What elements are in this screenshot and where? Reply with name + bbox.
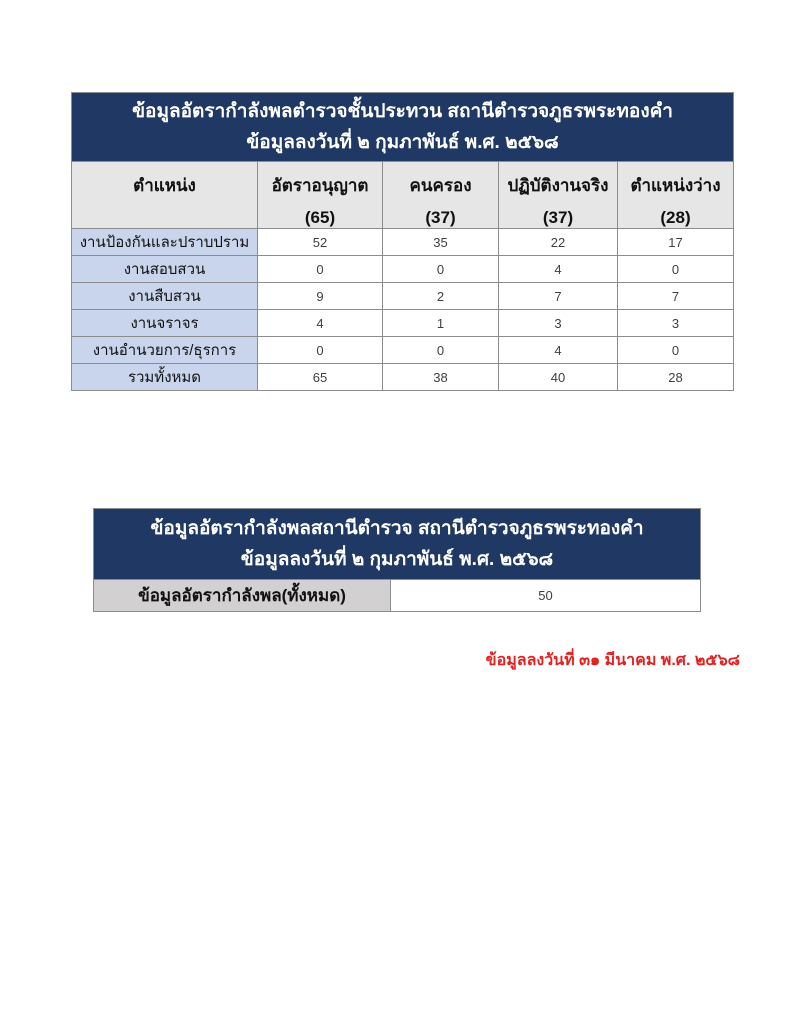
table-cell: 0: [618, 256, 734, 283]
table-cell: 50: [391, 580, 701, 612]
table-cell: 35: [383, 229, 499, 256]
table-cell: 4: [258, 310, 383, 337]
column-header-sub: (37): [425, 208, 456, 227]
table-cell: 28: [618, 364, 734, 391]
table-cell: 52: [258, 229, 383, 256]
table-cell: 38: [383, 364, 499, 391]
column-header-label: ปฏิบัติงานจริง: [507, 176, 609, 195]
table-cell: 2: [383, 283, 499, 310]
column-header-sub: (37): [542, 208, 574, 227]
row-label: รวมทั้งหมด: [72, 364, 258, 391]
table-row: [72, 310, 734, 337]
table-cell: 7: [618, 283, 734, 310]
column-header-label: คนครอง: [409, 176, 472, 195]
column-header-vacant: [618, 162, 734, 229]
column-header-sub: (65): [304, 208, 336, 227]
table-cell: 9: [258, 283, 383, 310]
table1-title-row: [72, 93, 734, 162]
table-row: [72, 256, 734, 283]
table1-column-header-row: [72, 162, 734, 229]
row-label: ข้อมูลอัตรากำลังพล(ทั้งหมด): [94, 580, 391, 612]
table-cell: 40: [499, 364, 618, 391]
table-cell: 3: [499, 310, 618, 337]
table-cell: 65: [258, 364, 383, 391]
station-personnel-table: [93, 508, 701, 612]
table-row: [72, 337, 734, 364]
table-cell: 0: [618, 337, 734, 364]
column-header-authorized: [258, 162, 383, 229]
update-date-note: ข้อมูลลงวันที่ ๓๑ มีนาคม พ.ศ. ๒๕๖๘: [485, 652, 740, 669]
table-cell: 3: [618, 310, 734, 337]
table-cell: 0: [258, 256, 383, 283]
table-cell: 22: [499, 229, 618, 256]
table1-title-line1: ข้อมูลอัตรากำลังพลตำรวจชั้นประทวน สถานีตำรวจภูธรพระทองคำ: [132, 101, 673, 122]
row-label: งานจราจร: [72, 310, 258, 337]
table-cell: 0: [258, 337, 383, 364]
table-row: [94, 580, 701, 612]
table-cell: 1: [383, 310, 499, 337]
table-cell: 4: [499, 337, 618, 364]
table-cell: 17: [618, 229, 734, 256]
table1-title: [72, 93, 734, 162]
row-label: งานสอบสวน: [72, 256, 258, 283]
table-row-total: [72, 364, 734, 391]
table-cell: 4: [499, 256, 618, 283]
column-header-label: อัตราอนุญาต: [271, 176, 369, 195]
table-row: [72, 283, 734, 310]
table1-title-line2: ข้อมูลลงวันที่ ๒ กุมภาพันธ์ พ.ศ. ๒๕๖๘: [246, 132, 559, 153]
table-row: [72, 229, 734, 256]
row-label: งานสืบสวน: [72, 283, 258, 310]
nco-personnel-table: [71, 92, 734, 391]
column-header-actual-working: [499, 162, 618, 229]
column-header-label: ตำแหน่งว่าง: [630, 176, 721, 195]
table-cell: 0: [383, 256, 499, 283]
column-header-position: [72, 162, 258, 229]
column-header-sub: (28): [660, 208, 691, 227]
row-label: งานป้องกันและปราบปราม: [72, 229, 258, 256]
table2-title-line1: ข้อมูลอัตรากำลังพลสถานีตำรวจ สถานีตำรวจภูธรพระทองคำ: [150, 518, 644, 539]
row-label: งานอำนวยการ/ธุรการ: [72, 337, 258, 364]
table-cell: 0: [383, 337, 499, 364]
column-header-occupied: [383, 162, 499, 229]
table2-title-line2: ข้อมูลลงวันที่ ๒ กุมภาพันธ์ พ.ศ. ๒๕๖๘: [240, 549, 554, 570]
table2-title-row: [94, 509, 701, 580]
table-cell: 7: [499, 283, 618, 310]
column-header-label: ตำแหน่ง: [133, 176, 196, 195]
table2-title: [94, 509, 701, 580]
